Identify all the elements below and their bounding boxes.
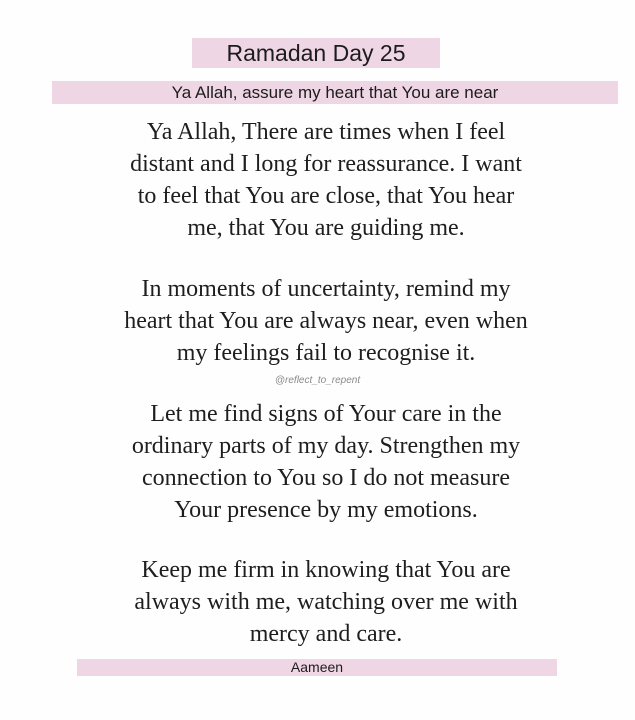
paragraph-line: ordinary parts of my day. Strengthen my <box>131 433 521 459</box>
page-subtitle: Ya Allah, assure my heart that You are near <box>52 81 618 104</box>
paragraph-line: Keep me firm in knowing that You are <box>141 557 511 583</box>
paragraph-3 <box>60 398 592 526</box>
paragraph-line: distant and I long for reassurance. I want <box>130 151 522 177</box>
paragraph-2 <box>60 273 592 369</box>
paragraph-4 <box>60 554 592 650</box>
paragraph-1 <box>60 116 592 244</box>
paragraph-line: my feelings fail to recognise it. <box>176 340 476 366</box>
paragraph-line: mercy and care. <box>249 621 403 647</box>
page-title: Ramadan Day 25 <box>192 38 440 68</box>
paragraph-line: me, that You are guiding me. <box>187 215 465 241</box>
paragraph-line: to feel that You are close, that You hear <box>137 183 515 209</box>
closing-aameen: Aameen <box>77 659 557 676</box>
paragraph-line: connection to You so I do not measure <box>142 465 510 491</box>
paragraph-line: always with me, watching over me with <box>134 589 518 615</box>
watermark-handle: @reflect_to_repent <box>274 375 361 386</box>
paragraph-line: heart that You are always near, even when <box>124 308 528 334</box>
paragraph-line: In moments of uncertainty, remind my <box>141 276 511 302</box>
paragraph-line: Your presence by my emotions. <box>174 497 478 523</box>
paragraph-line: Let me find signs of Your care in the <box>150 401 502 427</box>
paragraph-line: Ya Allah, There are times when I feel <box>146 119 506 145</box>
